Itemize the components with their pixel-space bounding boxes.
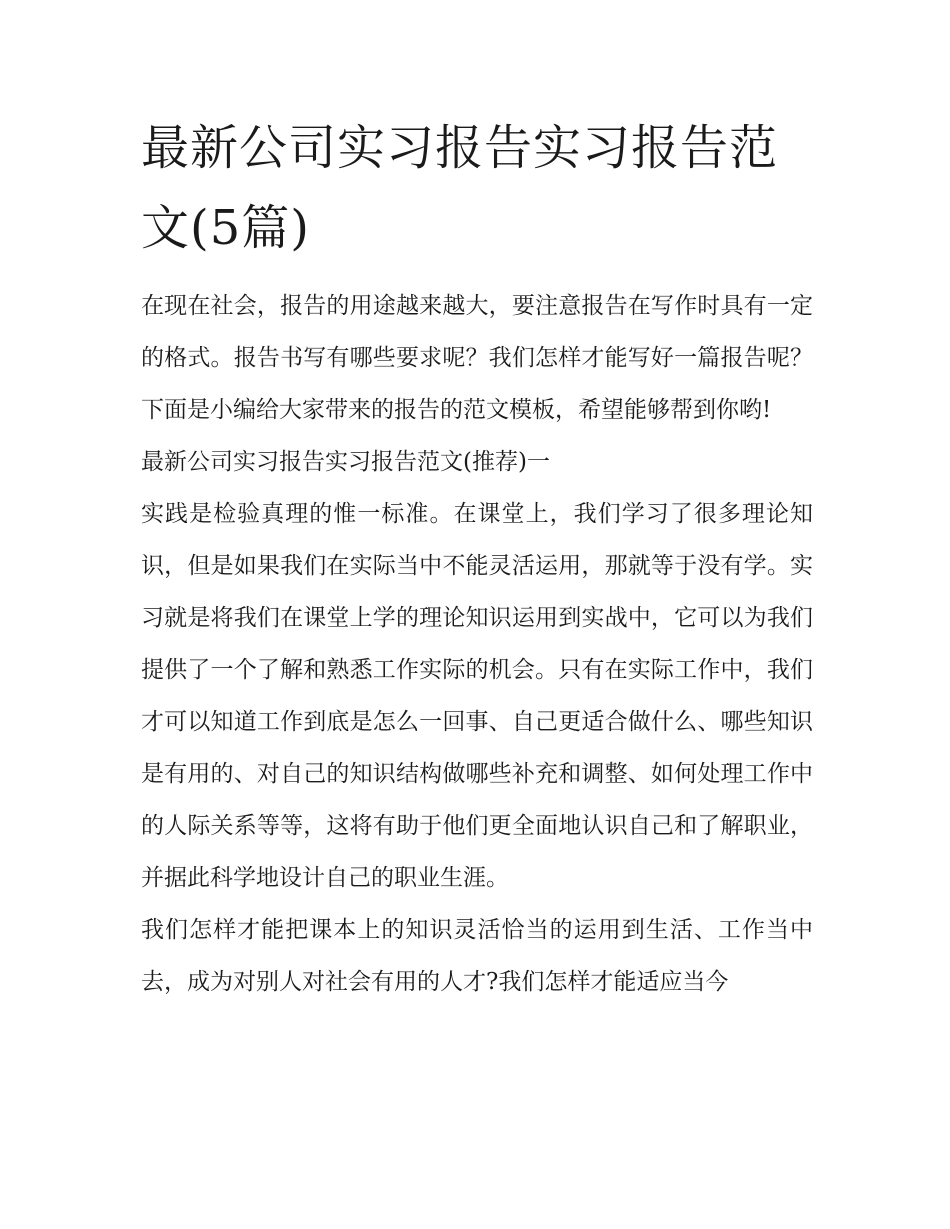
body-paragraph: 实践是检验真理的惟一标准。在课堂上，我们学习了很多理论知识，但是如果我们在实际当中不能灵活运用，那就等于没有学。实习就是将我们在课堂上学的理论知识运用到实战中，它可以为我们提供了一个了解和熟悉工作实际的机会。只有在实际工作中，我们才可以知道工作到底是怎么一回事、自己更适合做什么、哪些知识是有用的、对自己的知识结构做哪些补充和调整、如何处理工作中的人际关系等等，这将有助于他们更全面地认识自己和了解职业，并据此科学地设计自己的职业生涯。 <box>141 501 813 891</box>
document-page <box>141 108 813 1008</box>
section-heading: 最新公司实习报告实习报告范文(推荐)一 <box>141 449 550 475</box>
document-title: 最新公司实习报告实习报告范文(5篇) <box>141 120 779 256</box>
body-paragraph: 我们怎样才能把课本上的知识灵活恰当的运用到生活、工作当中去，成为对别人对社会有用的人才?我们怎样才能适应当今 <box>141 917 813 995</box>
intro-paragraph: 在现在社会，报告的用途越来越大，要注意报告在写作时具有一定的格式。报告书写有哪些要求呢？我们怎样才能写好一篇报告呢？下面是小编给大家带来的报告的范文模板，希望能够帮到你哟! <box>141 293 813 423</box>
